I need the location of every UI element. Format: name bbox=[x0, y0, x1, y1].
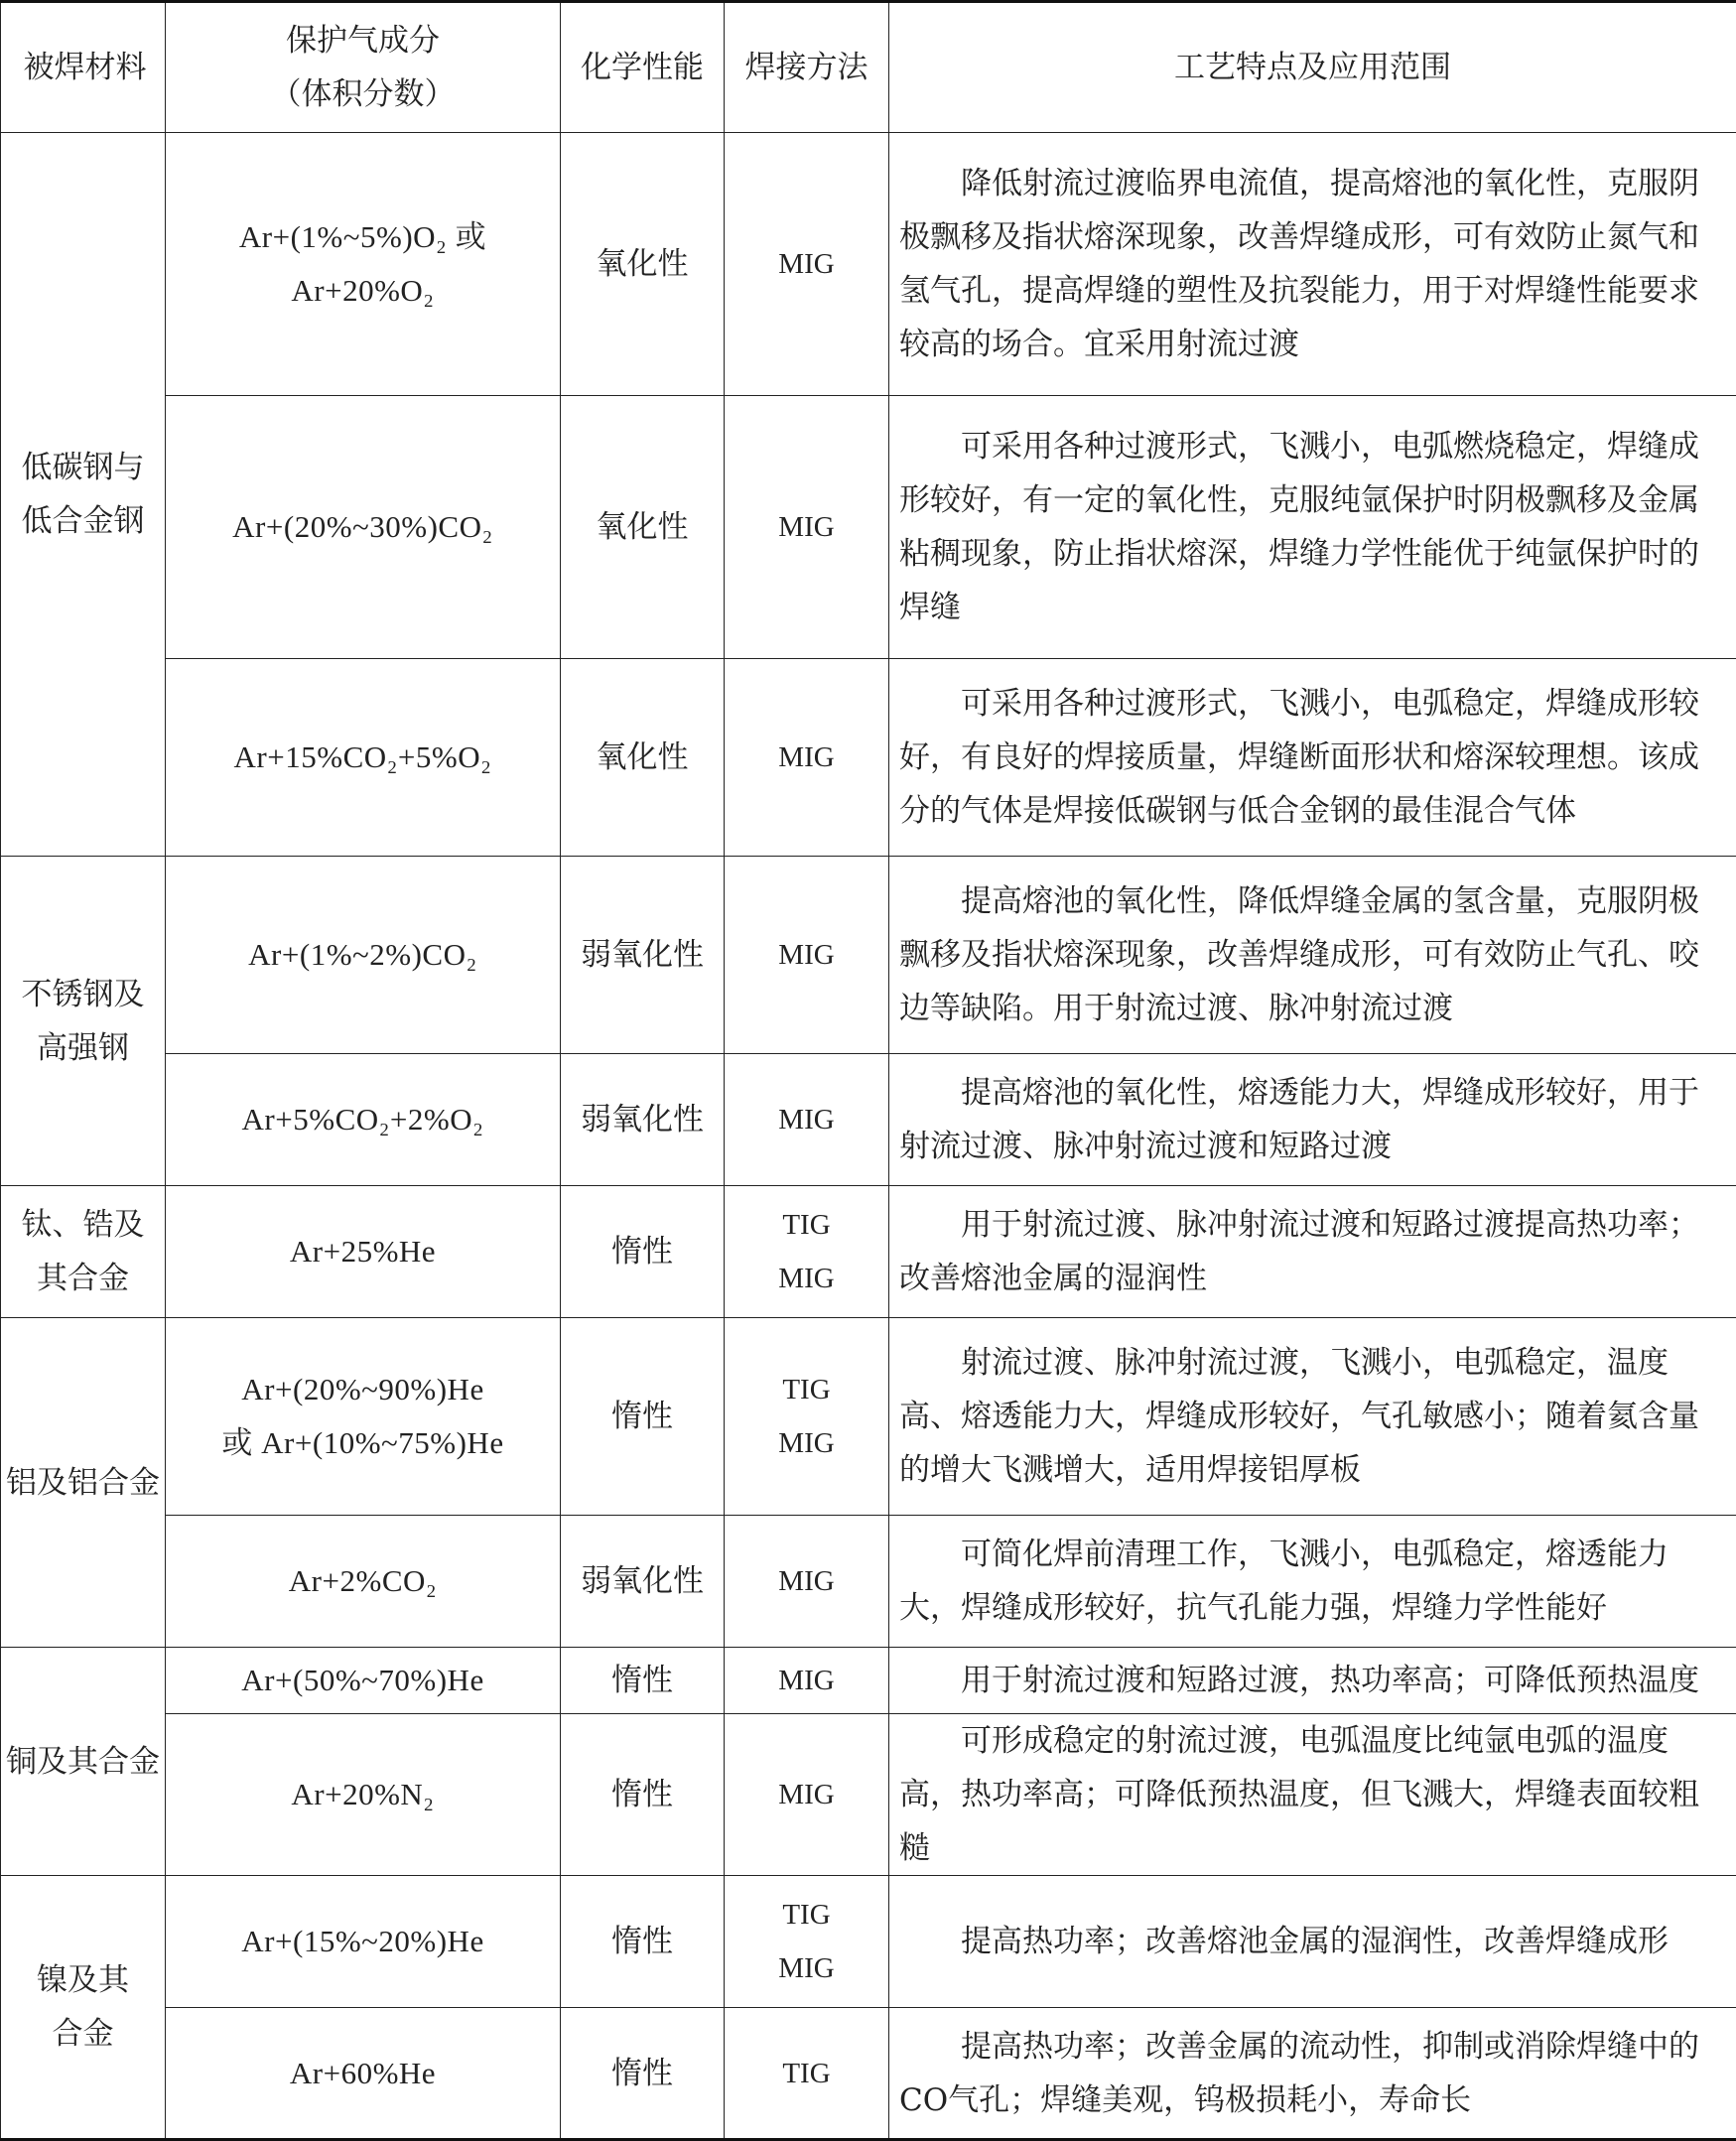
features-cell: 可采用各种过渡形式，飞溅小，电弧稳定，焊缝成形较好，有良好的焊接质量，焊缝断面形状和熔深较理想。该成分的气体是焊接低碳钢与低合金钢的最佳混合气体 bbox=[889, 659, 1736, 857]
header-gas-composition bbox=[166, 2, 561, 133]
chemistry-cell: 弱氧化性 bbox=[561, 857, 725, 1054]
chemistry-cell: 氧化性 bbox=[561, 396, 725, 659]
gas-text: Ar+60%He bbox=[166, 2047, 560, 2100]
method-cell bbox=[725, 1186, 889, 1318]
gas-cell bbox=[166, 1054, 561, 1186]
method-text: MIG bbox=[725, 237, 888, 291]
features-cell: 射流过渡、脉冲射流过渡，飞溅小，电弧稳定，温度高、熔透能力大，焊缝成形较好，气孔敏感小；随着氦含量的增大飞溅增大，适用焊接铝厚板 bbox=[889, 1318, 1736, 1516]
material-label: 其合金 bbox=[1, 1252, 165, 1305]
method-text: MIG bbox=[725, 1768, 888, 1821]
gas-text: Ar+20%N₂ bbox=[166, 1768, 560, 1821]
method-cell bbox=[725, 133, 889, 396]
material-label: 低碳钢与 bbox=[1, 441, 165, 494]
method-cell bbox=[725, 1876, 889, 2008]
gas-cell bbox=[166, 1714, 561, 1876]
header-chemistry: 化学性能 bbox=[561, 2, 725, 133]
chemistry-cell: 惰性 bbox=[561, 1186, 725, 1318]
method-text: MIG bbox=[725, 1093, 888, 1146]
method-text: MIG bbox=[725, 500, 888, 554]
method-cell bbox=[725, 1318, 889, 1516]
method-text: TIG bbox=[725, 2047, 888, 2100]
gas-cell bbox=[166, 659, 561, 857]
table-row bbox=[1, 1648, 1736, 1714]
table-row bbox=[1, 1186, 1736, 1318]
table-row bbox=[1, 857, 1736, 1054]
material-label: 铝及铝合金 bbox=[1, 1456, 165, 1510]
material-cell-aluminum bbox=[1, 1318, 166, 1648]
features-cell: 提高熔池的氧化性，降低焊缝金属的氢含量，克服阴极飘移及指状熔深现象，改善焊缝成形，可有效防止气孔、咬边等缺陷。用于射流过渡、脉冲射流过渡 bbox=[889, 857, 1736, 1054]
table-row bbox=[1, 396, 1736, 659]
header-features: 工艺特点及应用范围 bbox=[889, 2, 1736, 133]
material-label: 不锈钢及 bbox=[1, 968, 165, 1021]
features-cell: 可简化焊前清理工作，飞溅小，电弧稳定，熔透能力大，焊缝成形较好，抗气孔能力强，焊缝力学性能好 bbox=[889, 1516, 1736, 1648]
features-cell: 可形成稳定的射流过渡，电弧温度比纯氩电弧的温度高，热功率高；可降低预热温度，但飞溅大，焊缝表面较粗糙 bbox=[889, 1714, 1736, 1876]
gas-cell bbox=[166, 2008, 561, 2140]
header-gas-line2: （体积分数） bbox=[166, 67, 560, 121]
table-row bbox=[1, 659, 1736, 857]
chemistry-cell: 氧化性 bbox=[561, 659, 725, 857]
method-text: TIG bbox=[725, 1363, 888, 1416]
header-method: 焊接方法 bbox=[725, 2, 889, 133]
method-text: MIG bbox=[725, 1654, 888, 1707]
material-label: 低合金钢 bbox=[1, 494, 165, 548]
gas-text: Ar+25%He bbox=[166, 1225, 560, 1278]
features-cell: 降低射流过渡临界电流值，提高熔池的氧化性，克服阴极飘移及指状熔深现象，改善焊缝成形，可有效防止氮气和氢气孔，提高焊缝的塑性及抗裂能力，用于对焊缝性能要求较高的场合。宜采用射流过渡 bbox=[889, 133, 1736, 396]
material-label: 高强钢 bbox=[1, 1021, 165, 1075]
gas-cell bbox=[166, 1516, 561, 1648]
table-row bbox=[1, 1054, 1736, 1186]
method-cell bbox=[725, 659, 889, 857]
method-cell bbox=[725, 857, 889, 1054]
chemistry-cell: 氧化性 bbox=[561, 133, 725, 396]
method-cell bbox=[725, 1054, 889, 1186]
method-text: MIG bbox=[725, 1252, 888, 1305]
material-cell-nickel bbox=[1, 1876, 166, 2140]
method-cell bbox=[725, 2008, 889, 2140]
features-cell: 提高熔池的氧化性，熔透能力大，焊缝成形较好，用于射流过渡、脉冲射流过渡和短路过渡 bbox=[889, 1054, 1736, 1186]
method-cell bbox=[725, 396, 889, 659]
chemistry-cell: 惰性 bbox=[561, 1318, 725, 1516]
gas-text: Ar+2%CO₂ bbox=[166, 1554, 560, 1608]
gas-text: Ar+(1%~2%)CO₂ bbox=[166, 928, 560, 982]
header-gas-line1: 保护气成分 bbox=[166, 14, 560, 67]
gas-text: Ar+20%O₂ bbox=[166, 264, 560, 318]
material-cell-titanium bbox=[1, 1186, 166, 1318]
features-cell: 提高热功率；改善熔池金属的湿润性，改善焊缝成形 bbox=[889, 1876, 1736, 2008]
table-row bbox=[1, 2008, 1736, 2140]
material-cell-stainless bbox=[1, 857, 166, 1186]
method-text: MIG bbox=[725, 731, 888, 784]
material-label: 镍及其 bbox=[1, 1953, 165, 2007]
material-cell-low-carbon bbox=[1, 133, 166, 857]
table-row bbox=[1, 1876, 1736, 2008]
table-row bbox=[1, 1516, 1736, 1648]
gas-text: Ar+(1%~5%)O₂ 或 bbox=[166, 210, 560, 264]
gas-text: Ar+(50%~70%)He bbox=[166, 1654, 560, 1707]
features-cell: 用于射流过渡、脉冲射流过渡和短路过渡提高热功率；改善熔池金属的湿润性 bbox=[889, 1186, 1736, 1318]
method-text: MIG bbox=[725, 1416, 888, 1470]
table-row bbox=[1, 1318, 1736, 1516]
header-material: 被焊材料 bbox=[1, 2, 166, 133]
method-text: MIG bbox=[725, 1554, 888, 1608]
table-row bbox=[1, 1714, 1736, 1876]
chemistry-cell: 惰性 bbox=[561, 1648, 725, 1714]
gas-text: 或 Ar+(10%~75%)He bbox=[166, 1416, 560, 1470]
features-cell: 用于射流过渡和短路过渡，热功率高；可降低预热温度 bbox=[889, 1648, 1736, 1714]
method-text: TIG bbox=[725, 1888, 888, 1941]
gas-cell bbox=[166, 1186, 561, 1318]
gas-text: Ar+(20%~30%)CO₂ bbox=[166, 500, 560, 554]
gas-cell bbox=[166, 1648, 561, 1714]
chemistry-cell: 惰性 bbox=[561, 1876, 725, 2008]
method-text: MIG bbox=[725, 928, 888, 982]
chemistry-cell: 惰性 bbox=[561, 2008, 725, 2140]
chemistry-cell: 弱氧化性 bbox=[561, 1054, 725, 1186]
method-text: MIG bbox=[725, 1941, 888, 1995]
gas-text: Ar+15%CO₂+5%O₂ bbox=[166, 731, 560, 784]
chemistry-cell: 弱氧化性 bbox=[561, 1516, 725, 1648]
gas-cell bbox=[166, 1876, 561, 2008]
gas-cell bbox=[166, 1318, 561, 1516]
gas-text: Ar+(15%~20%)He bbox=[166, 1915, 560, 1968]
material-cell-copper bbox=[1, 1648, 166, 1876]
gas-cell bbox=[166, 396, 561, 659]
gas-cell bbox=[166, 857, 561, 1054]
method-cell bbox=[725, 1648, 889, 1714]
gas-text: Ar+(20%~90%)He bbox=[166, 1363, 560, 1416]
gas-text: Ar+5%CO₂+2%O₂ bbox=[166, 1093, 560, 1146]
method-cell bbox=[725, 1516, 889, 1648]
material-label: 合金 bbox=[1, 2007, 165, 2061]
material-label: 铜及其合金 bbox=[1, 1735, 165, 1789]
chemistry-cell: 惰性 bbox=[561, 1714, 725, 1876]
features-cell: 提高热功率；改善金属的流动性，抑制或消除焊缝中的CO气孔；焊缝美观，钨极损耗小，寿命长 bbox=[889, 2008, 1736, 2140]
header-row bbox=[1, 2, 1736, 133]
features-cell: 可采用各种过渡形式，飞溅小，电弧燃烧稳定，焊缝成形较好，有一定的氧化性，克服纯氩保护时阴极飘移及金属粘稠现象，防止指状熔深，焊缝力学性能优于纯氩保护时的焊缝 bbox=[889, 396, 1736, 659]
gas-cell bbox=[166, 133, 561, 396]
method-text: TIG bbox=[725, 1198, 888, 1252]
table-row bbox=[1, 133, 1736, 396]
method-cell bbox=[725, 1714, 889, 1876]
material-label: 钛、锆及 bbox=[1, 1198, 165, 1252]
